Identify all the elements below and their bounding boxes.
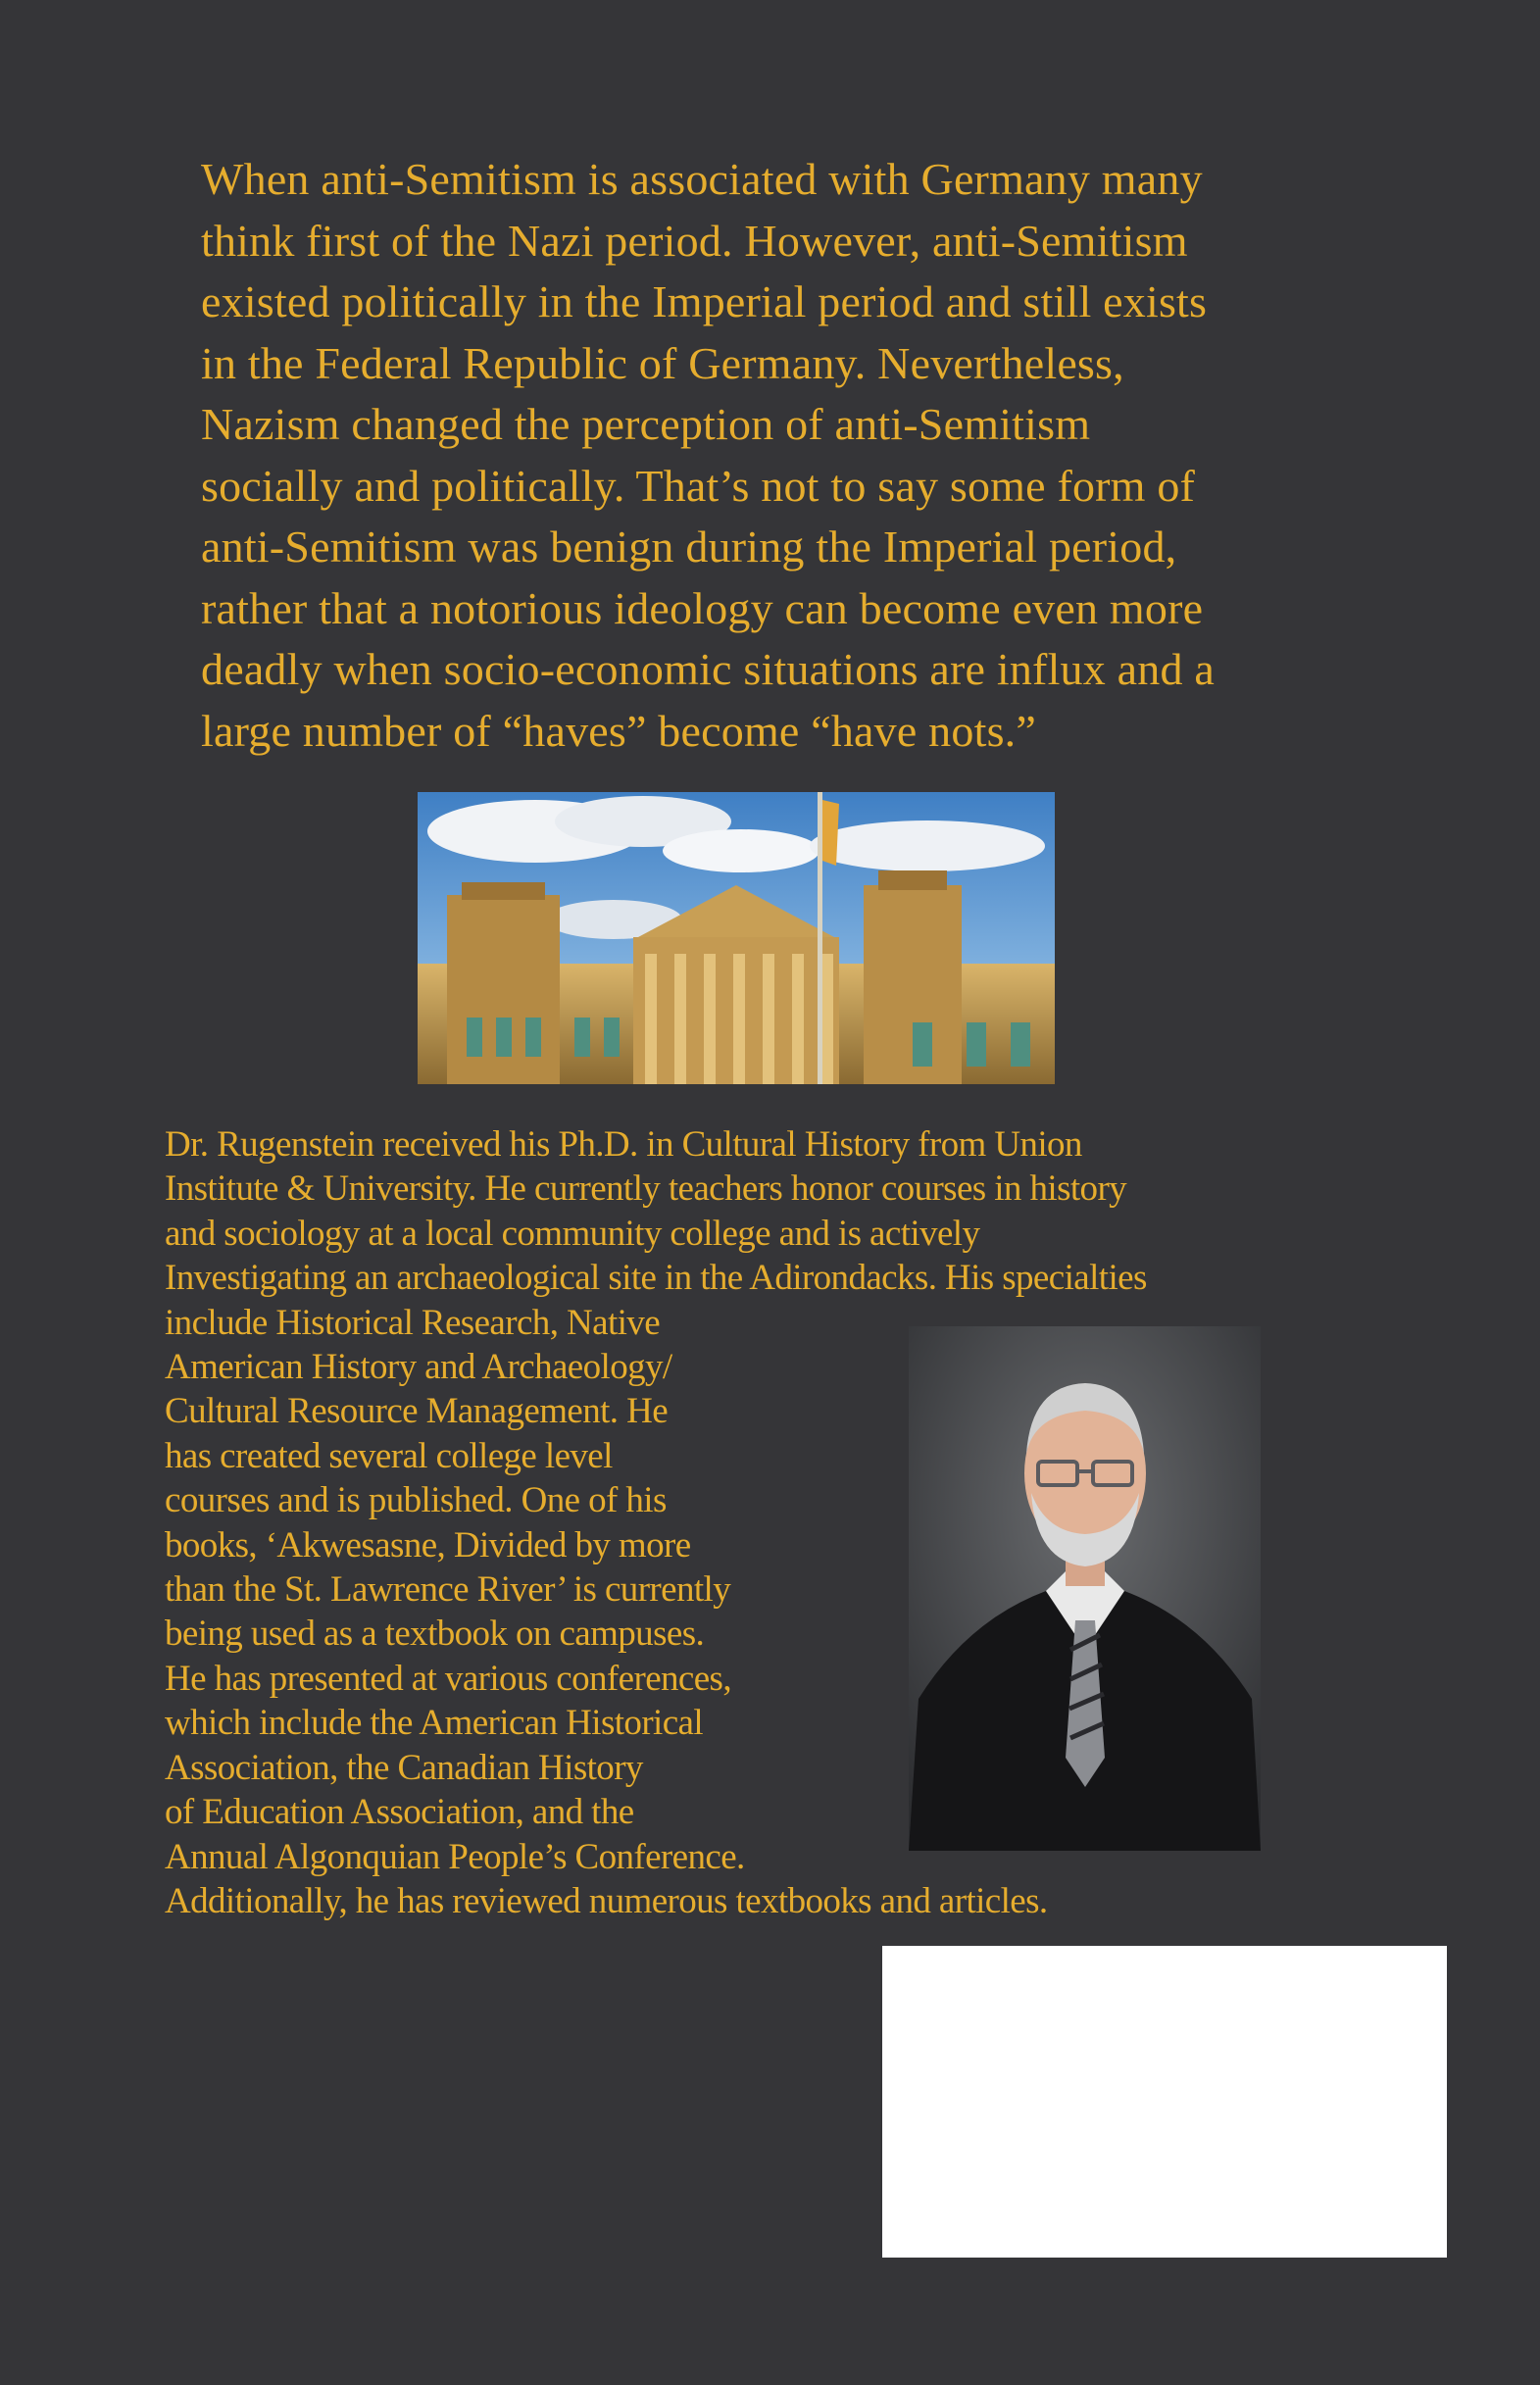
bio-line: Cultural Resource Management. He [165,1391,669,1432]
author-portrait-photo [909,1326,1261,1851]
blurb-line: existed politically in the Imperial period and still exists [201,276,1208,326]
bio-line: of Education Association, and the [165,1792,634,1833]
back-cover-blurb [201,149,1377,762]
blurb-line: in the Federal Republic of Germany. Nevertheless, [201,337,1124,388]
bio-line: which include the American Historical [165,1703,704,1744]
bio-line: Association, the Canadian History [165,1747,643,1788]
bio-line: include Historical Research, Native [165,1302,661,1343]
reichstag-building-photo [418,792,1055,1084]
bio-line: American History and Archaeology/ [165,1347,672,1388]
bio-line: Institute & University. He currently teachers honor courses in history [165,1168,1127,1210]
bio-line: Annual Algonquian People’s Conference. [165,1836,745,1877]
bio-line: and sociology at a local community college and is actively [165,1213,980,1254]
blurb-line: Nazism changed the perception of anti-Semitism [201,399,1091,449]
bio-line: than the St. Lawrence River’ is currently [165,1569,731,1611]
blurb-line: large number of “haves” become “have nots.” [201,705,1036,756]
blurb-line: think first of the Nazi period. However, anti-Semitism [201,215,1188,266]
bio-line: courses and is published. One of his [165,1480,667,1521]
barcode-placeholder-area [882,1946,1447,2258]
blurb-line: When anti-Semitism is associated with Germany many [201,154,1203,204]
bio-line: He has presented at various conferences, [165,1658,732,1699]
bio-line: books, ‘Akwesasne, Divided by more [165,1524,691,1565]
bio-line: has created several college level [165,1435,613,1476]
bio-line: Dr. Rugenstein received his Ph.D. in Cultural History from Union [165,1124,1082,1165]
blurb-line: socially and politically. That’s not to say some form of [201,460,1196,511]
bio-line: being used as a textbook on campuses. [165,1614,705,1655]
blurb-line: deadly when socio-economic situations are influx and a [201,644,1215,694]
bio-line: Investigating an archaeological site in the Adirondacks. His specialties [165,1258,1147,1299]
bio-line: Additionally, he has reviewed numerous textbooks and articles. [165,1880,1048,1921]
blurb-line: rather that a notorious ideology can become even more [201,582,1204,633]
blurb-line: anti-Semitism was benign during the Imperial period, [201,522,1177,571]
